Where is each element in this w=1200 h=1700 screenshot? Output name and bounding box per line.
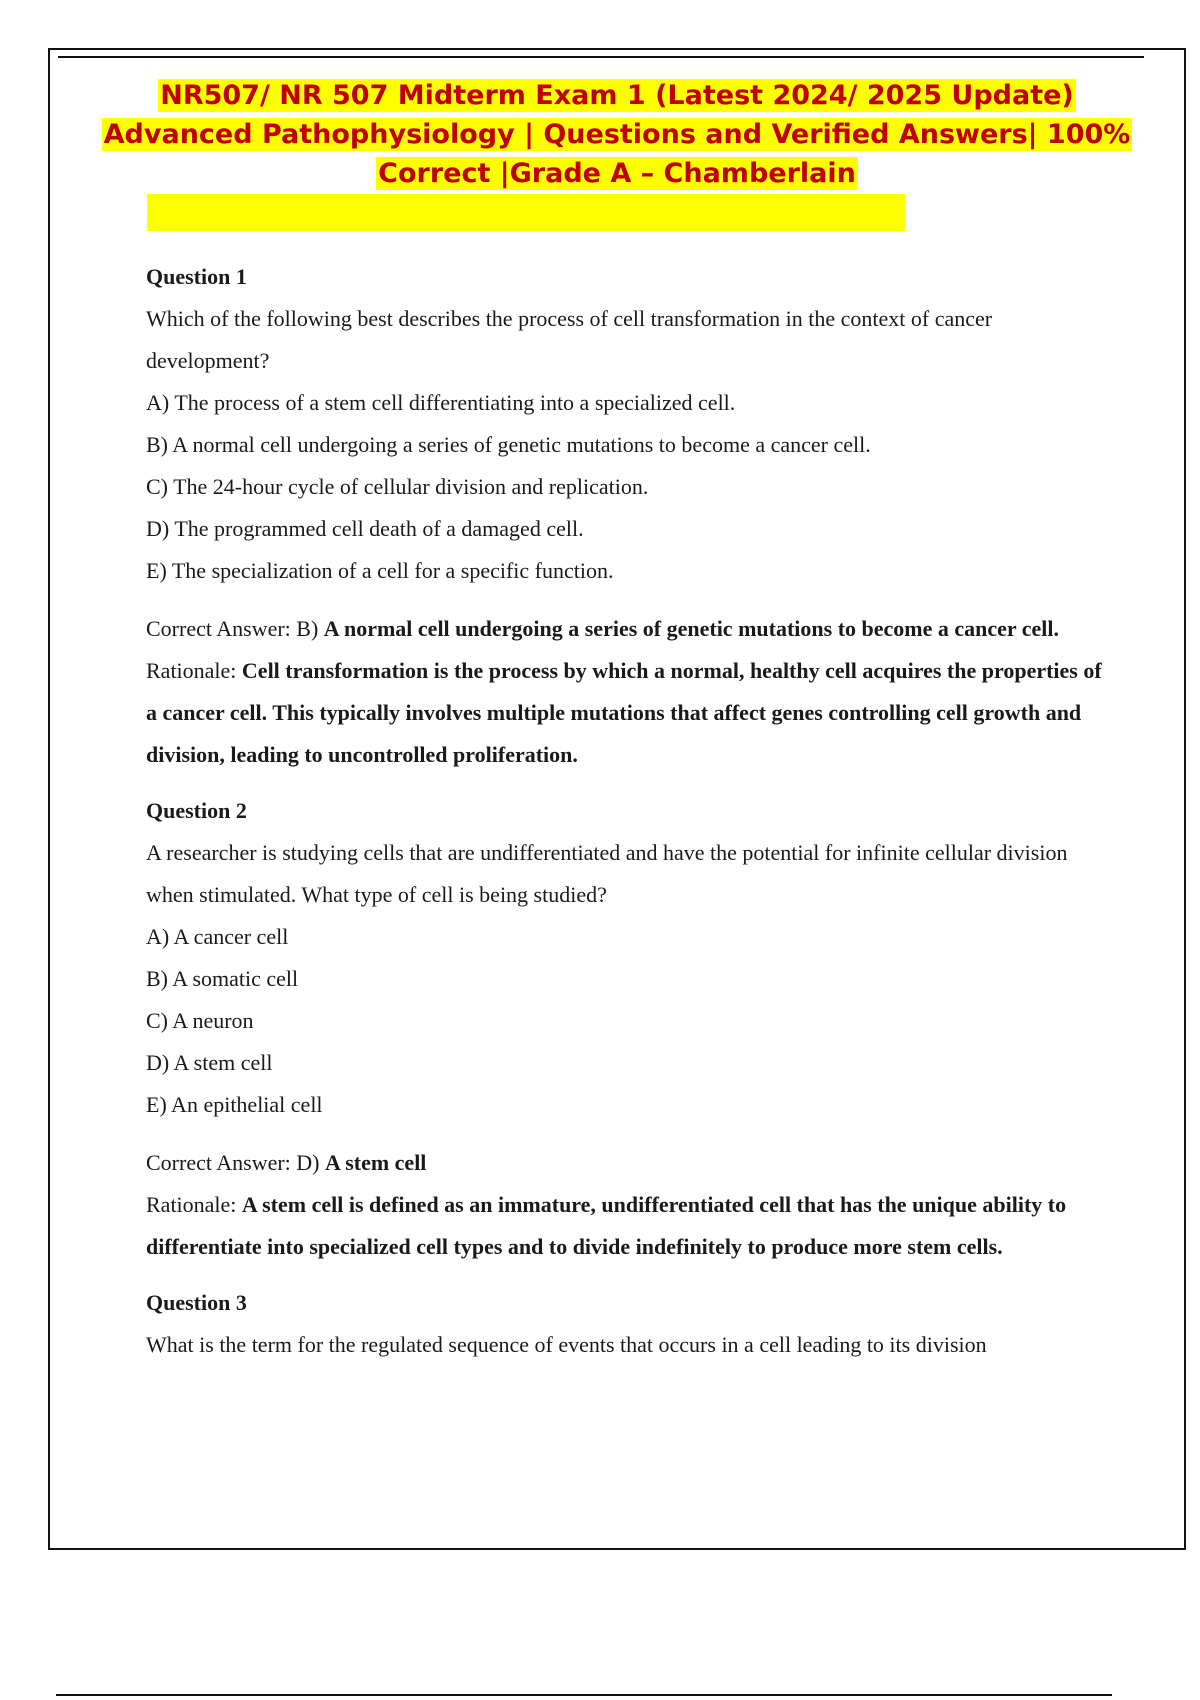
rationale-text: Cell transformation is the process by which a normal, healthy cell acquires the properties of a cancer cell. This typically involves multiple mutations that affect genes controlling cell growth and division, leading to uncontrolled proliferation.	[146, 658, 1102, 767]
question-3	[146, 1282, 1116, 1366]
question-2	[146, 790, 1116, 1268]
question-1	[146, 256, 1116, 776]
correct-answer-label: Correct Answer: B)	[146, 616, 319, 641]
question-heading: Question 3	[146, 1290, 247, 1315]
top-rule	[58, 56, 1144, 58]
answer-block	[146, 1142, 1116, 1268]
option-e: E) An epithelial cell	[146, 1092, 323, 1117]
option-a: A) A cancer cell	[146, 924, 289, 949]
question-text: Which of the following best describes the process of cell transformation in the context of cancer development?	[146, 306, 993, 373]
rationale-label: Rationale:	[146, 1192, 237, 1217]
question-text: What is the term for the regulated sequence of events that occurs in a cell leading to its division	[146, 1332, 987, 1357]
correct-answer-text: A normal cell undergoing a series of genetic mutations to become a cancer cell.	[323, 616, 1060, 641]
rationale-label: Rationale:	[146, 658, 237, 683]
option-b: B) A normal cell undergoing a series of genetic mutations to become a cancer cell.	[146, 432, 871, 457]
option-c: C) A neuron	[146, 1008, 254, 1033]
title-line-3: Correct |Grade A – Chamberlain	[378, 158, 856, 189]
rationale	[146, 650, 1116, 776]
answer-options	[146, 382, 1116, 592]
question-text: A researcher is studying cells that are undifferentiated and have the potential for infinite cellular division when stimulated. What type of cell is being studied?	[146, 840, 1068, 907]
title-line-2: Advanced Pathophysiology | Questions and Verified Answers| 100%	[103, 119, 1131, 150]
answer-options	[146, 916, 1116, 1126]
correct-answer-label: Correct Answer: D)	[146, 1150, 320, 1175]
correct-answer	[146, 608, 1116, 650]
rationale-text: A stem cell is defined as an immature, undifferentiated cell that has the unique ability to differentiate into specialized cell types and to divide indefinitely to produce more stem cells.	[146, 1192, 1067, 1259]
answer-block	[146, 608, 1116, 776]
page-frame	[48, 48, 1186, 1550]
option-d: D) A stem cell	[146, 1050, 273, 1075]
question-heading: Question 2	[146, 798, 247, 823]
correct-answer	[146, 1142, 1116, 1184]
correct-answer-text: A stem cell	[325, 1150, 427, 1175]
option-c: C) The 24-hour cycle of cellular division and replication.	[146, 474, 649, 499]
question-heading: Question 1	[146, 264, 247, 289]
option-a: A) The process of a stem cell differentiating into a specialized cell.	[146, 390, 736, 415]
title-highlight-bar	[147, 194, 905, 231]
option-d: D) The programmed cell death of a damaged cell.	[146, 516, 584, 541]
document-title	[50, 76, 1184, 193]
page-bottom-rule	[56, 1694, 1112, 1696]
rationale	[146, 1184, 1116, 1268]
option-e: E) The specialization of a cell for a specific function.	[146, 558, 614, 583]
title-line-1: NR507/ NR 507 Midterm Exam 1 (Latest 2024/ 2025 Update)	[160, 80, 1074, 111]
question-content	[146, 256, 1116, 1380]
option-b: B) A somatic cell	[146, 966, 299, 991]
